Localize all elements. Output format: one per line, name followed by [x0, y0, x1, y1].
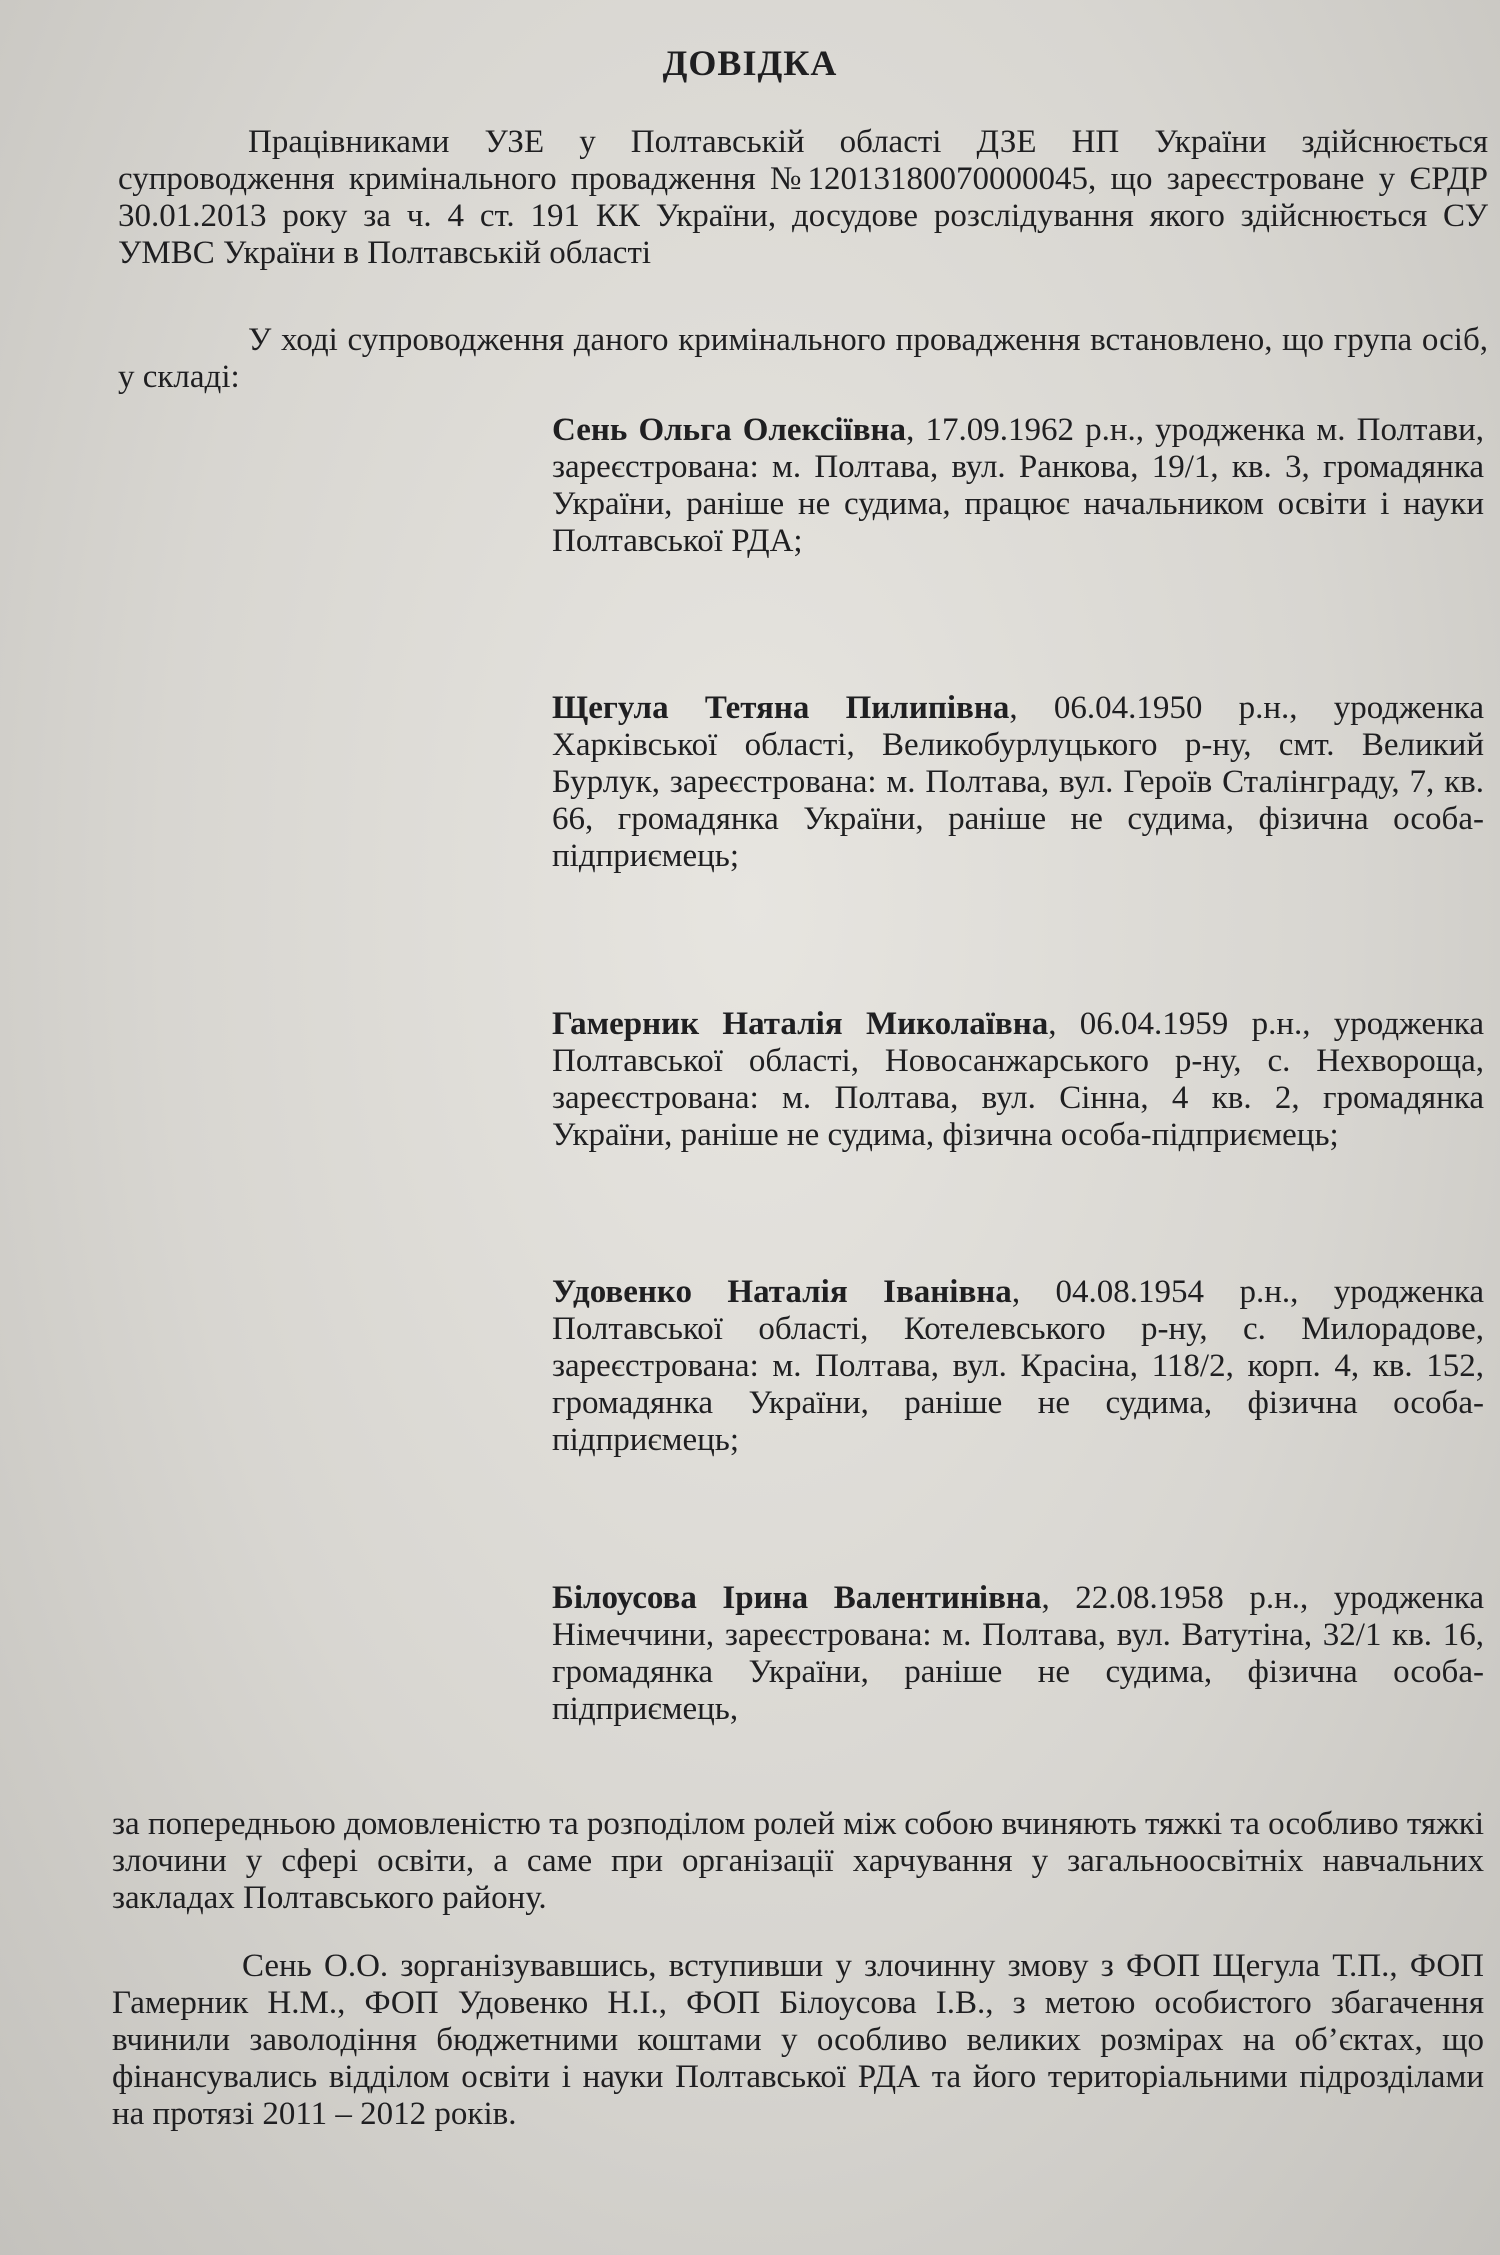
- person-details: , 22.08.1958 р.н., уродженка Німеччини, зареєстрована: м. Полтава, вул. Ватутіна, 32/1 кв. 16, громадянка України, раніше не судима, фізична особа-підприємець,: [552, 1580, 1484, 1727]
- person-entry: [552, 1580, 1484, 1728]
- person-details: , 06.04.1950 р.н., уродженка Харківської області, Великобурлуцького р-ну, смт. Великий Бурлук, зареєстрована: м. Полтава, вул. Героїв Сталінграду, 7, кв. 66, громадянка України, раніше не судима, фізична особа-підприємець;: [552, 690, 1484, 874]
- intro-paragraph: [118, 124, 1488, 272]
- group-paragraph: [118, 322, 1488, 396]
- conclusion-paragraph: за попередньою домовленістю та розподілом ролей між собою вчиняють тяжкі та особливо тяжкі злочини у сфері освіти, а саме при організації харчування у загальноосвітніх навчальних закладах Полтавського району.: [112, 1806, 1484, 1916]
- person-name: Гамерник Наталія Миколаївна: [552, 1006, 1049, 1042]
- person-entry: [552, 412, 1484, 560]
- group-text: У ході супроводження даного кримінального провадження встановлено, що група осіб, у складі:: [118, 322, 1488, 395]
- final-paragraph: [112, 1948, 1484, 2133]
- person-entry: [552, 1274, 1484, 1459]
- person-name: Щегула Тетяна Пилипівна: [552, 690, 1010, 726]
- person-details: , 04.08.1954 р.н., уродженка Полтавської області, Котелевського р-ну, с. Милорадове, зареєстрована: м. Полтава, вул. Красіна, 118/2, корп. 4, кв. 152, громадянка України, раніше не судима, фізична особа-підприємець;: [552, 1274, 1484, 1458]
- person-name: Сень Ольга Олексіївна: [552, 412, 907, 448]
- person-name: Удовенко Наталія Іванівна: [552, 1274, 1012, 1310]
- person-details: , 17.09.1962 р.н., уродженка м. Полтави, зареєстрована: м. Полтава, вул. Ранкова, 19/1, кв. 3, громадянка України, раніше не судима, працює начальником освіти і науки Полтавської РДА;: [552, 412, 1484, 559]
- document-title: ДОВІДКА: [662, 43, 838, 83]
- person-details: , 06.04.1959 р.н., уродженка Полтавської області, Новосанжарського р-ну, с. Нехвороща, зареєстрована: м. Полтава, вул. Сінна, 4 кв. 2, громадянка України, раніше не судима, фізична особа-підприємець;: [552, 1006, 1484, 1153]
- person-entry: [552, 690, 1484, 875]
- intro-text: Працівниками УЗЕ у Полтавській області ДЗЕ НП України здійснюється супроводження кримінального провадження №12013180070000045, що зареєстроване у ЄРДР 30.01.2013 року за ч. 4 ст. 191 КК України, досудове розслідування якого здійснюється СУ УМВС України в Полтавській області: [118, 124, 1488, 271]
- person-name: Білоусова Ірина Валентинівна: [552, 1580, 1042, 1616]
- final-text: Сень О.О. зорганізувавшись, вступивши у злочинну змову з ФОП Щегула Т.П., ФОП Гамерник Н.М., ФОП Удовенко Н.І., ФОП Білоусова І.В., з метою особистого збагачення вчинили заволодіння бюджетними коштами у особливо великих розмірах на об’єктах, що фінансувались відділом освіти і науки Полтавської РДА та його територіальними підрозділами на протязі 2011 – 2012 років.: [112, 1948, 1484, 2132]
- person-entry: [552, 1006, 1484, 1154]
